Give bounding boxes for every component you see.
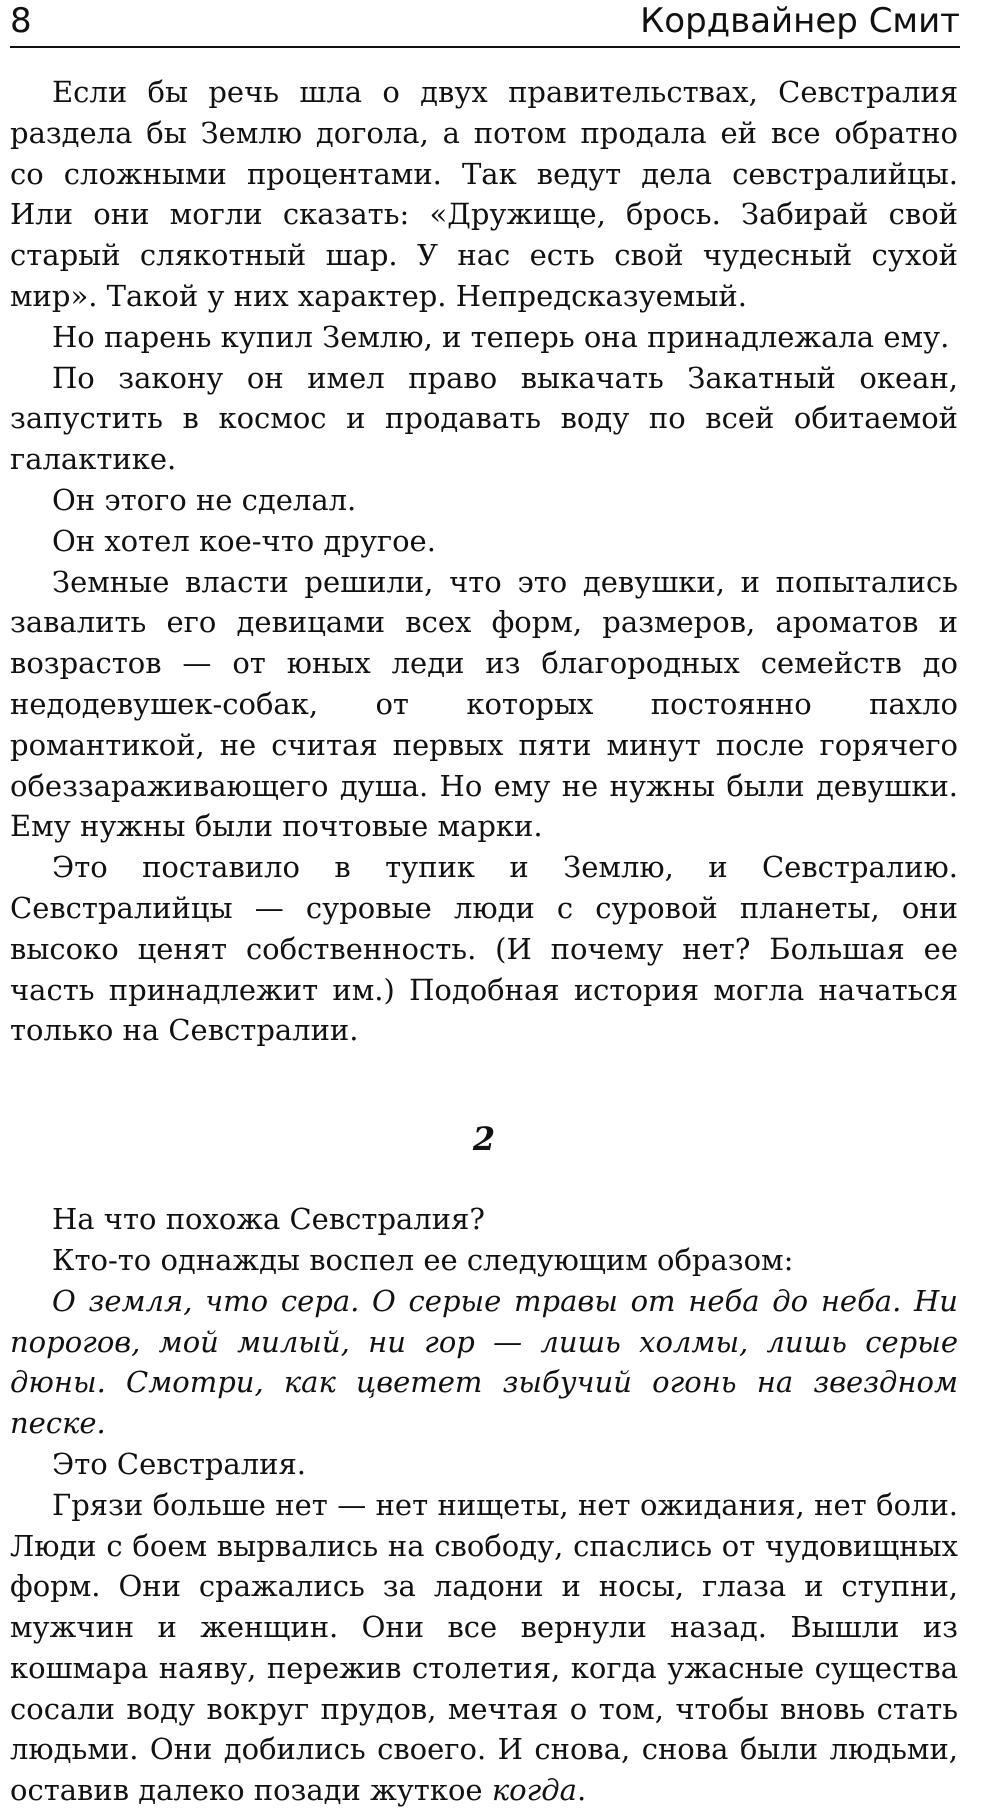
running-head: [10, 0, 960, 48]
paragraph: Это поставило в тупик и Землю, и Севстралию. Севстралийцы — суровые люди с суровой планеты, они высоко ценят собственность. (И почему нет? Большая ее часть принадлежит им.) Подобная история могла начаться только на Севстралии.: [10, 850, 958, 1048]
paragraph: На что похожа Севстралия?: [52, 1202, 485, 1237]
paragraph: Он этого не сделал.: [52, 482, 357, 517]
paragraph: Но парень купил Землю, и теперь она принадлежала ему.: [52, 319, 950, 354]
italic-word: когда: [491, 1773, 577, 1808]
paragraph-end: .: [576, 1773, 587, 1808]
body-text: [10, 72, 958, 1811]
running-head-author: Кордвайнер Смит: [640, 1, 960, 41]
paragraph: Кто-то однажды воспел ее следующим образом:: [52, 1242, 794, 1277]
paragraph: Земные власти решили, что это девушки, и попытались завалить его девицами всех форм, размеров, ароматов и возрастов — от юных леди из благородных семейств до недодевушек-собак, от которых постоянно пахло романтикой, не считая первых пяти минут после горячего обеззараживающего душа. Но ему не нужны были девушки. Ему нужны были почтовые марки.: [10, 564, 958, 844]
paragraph: Это Севстралия.: [52, 1446, 306, 1481]
paragraph: [10, 1485, 958, 1811]
paragraph-text: Грязи больше нет — нет нищеты, нет ожидания, нет боли. Люди с боем вырвались на свободу, спаслись от чудовищных форм. Они сражались за ладони и носы, глаза и ступни, мужчин и женщин. Они все вернули назад. Вышли из кошмара наяву, пережив столетия, когда ужасные существа сосали воду вокруг прудов, мечтая о том, чтобы вновь стать людьми. Они добились своего. И снова, снова были людьми, оставив далеко позади жуткое: [10, 1487, 958, 1808]
verse-quote: О земля, что сера. О серые травы от неба до неба. Ни порогов, мой милый, ни гор — лишь холмы, лишь серые дюны. Смотри, как цветет зыбучий огонь на звездном песке.: [10, 1283, 958, 1441]
paragraph: Если бы речь шла о двух правительствах, Севстралия раздела бы Землю догола, а потом продала ей все обратно со сложными процентами. Так ведут дела севстралийцы. Или они могли сказать: «Дружище, брось. Забирай свой старый слякотный шар. У нас есть свой чудесный сухой мир». Такой у них характер. Непредсказуемый.: [10, 75, 958, 313]
page-number: 8: [10, 1, 32, 41]
chapter-number: 2: [472, 1120, 496, 1159]
paragraph: Он хотел кое-что другое.: [52, 523, 436, 558]
paragraph: По закону он имел право выкачать Закатный океан, запустить в космос и продавать воду по всей обитаемой галактике.: [10, 360, 958, 477]
